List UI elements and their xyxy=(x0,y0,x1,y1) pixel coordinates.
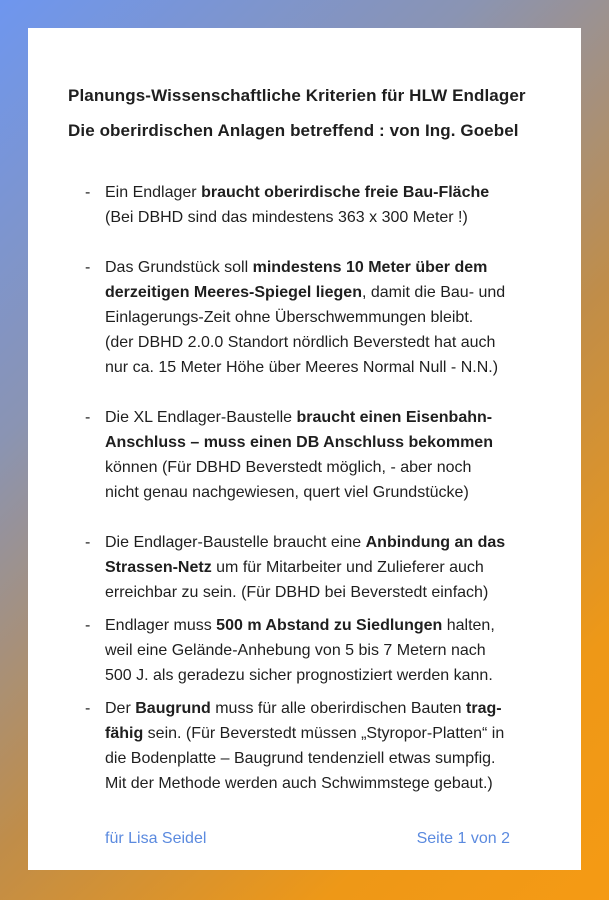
bullet-line xyxy=(85,746,545,771)
criteria-list xyxy=(85,180,545,796)
bullet-text: weil eine Gelände-Anhebung von 5 bis 7 Metern nach xyxy=(105,642,486,659)
bullet-text: Ein Endlager xyxy=(105,184,202,201)
bullet-marker: - xyxy=(85,700,91,717)
bullet-text: Einlagerungs-Zeit ohne Überschwemmungen bleibt. xyxy=(105,309,474,326)
bullet-item xyxy=(85,405,545,505)
bullet-text-bold: trag- xyxy=(466,700,502,717)
bullet-text: nur ca. 15 Meter Höhe über Meeres Normal Null - N.N.) xyxy=(105,359,499,376)
bullet-text: Der xyxy=(105,700,136,717)
bullet-marker: - xyxy=(85,259,91,276)
bullet-line xyxy=(85,771,545,796)
bullet-text-bold: Anbindung an das xyxy=(365,534,506,551)
footer-page-number: Seite 1 von 2 xyxy=(416,830,510,847)
bullet-text: muss für alle oberirdischen Bauten xyxy=(210,700,467,717)
document-title-line2: Die oberirdischen Anlagen betreffend : von Ing. Goebel xyxy=(68,121,519,140)
footer-dedication: für Lisa Seidel xyxy=(105,830,207,847)
bullet-text-bold: mindestens 10 Meter über dem xyxy=(252,259,488,276)
bullet-text: , damit die Bau- und xyxy=(361,284,506,301)
bullet-text: Die XL Endlager-Baustelle xyxy=(105,409,297,426)
bullet-line xyxy=(85,280,545,305)
bullet-text: sein. (Für Beverstedt müssen „Styropor-Platten“ in xyxy=(143,725,505,742)
bullet-text-bold: braucht einen Eisenbahn- xyxy=(296,409,493,426)
title-block xyxy=(68,78,545,148)
bullet-line xyxy=(85,355,545,380)
bullet-text-bold: Strassen-Netz xyxy=(105,559,212,576)
bullet-text-bold: derzeitigen Meeres-Spiegel liegen xyxy=(105,284,362,301)
bullet-text: können (Für DBHD Beverstedt möglich, - aber noch xyxy=(105,459,472,476)
bullet-text: 500 J. als geradezu sicher prognostiziert werden kann. xyxy=(105,667,493,684)
bullet-line xyxy=(85,696,545,721)
bullet-marker: - xyxy=(85,617,91,634)
bullet-text: (Bei DBHD sind das mindestens 363 x 300 Meter !) xyxy=(105,209,468,226)
bullet-text: Die Endlager-Baustelle braucht eine xyxy=(105,534,366,551)
bullet-item xyxy=(85,180,545,230)
bullet-text: erreichbar zu sein. (Für DBHD bei Beverstedt einfach) xyxy=(105,584,489,601)
bullet-line xyxy=(85,530,545,555)
bullet-line xyxy=(85,663,545,688)
bullet-line xyxy=(85,305,545,330)
bullet-text: (der DBHD 2.0.0 Standort nördlich Beverstedt hat auch xyxy=(105,334,496,351)
bullet-marker: - xyxy=(85,409,91,426)
bullet-line xyxy=(85,480,545,505)
bullet-line xyxy=(85,613,545,638)
bullet-line xyxy=(85,580,545,605)
bullet-item xyxy=(85,255,545,380)
document-title-line1: Planungs-Wissenschaftliche Kriterien für HLW Endlager xyxy=(68,86,526,105)
bullet-item xyxy=(85,613,545,688)
document-content xyxy=(28,28,581,796)
bullet-line xyxy=(85,405,545,430)
bullet-line xyxy=(85,555,545,580)
bullet-line xyxy=(85,180,545,205)
bullet-line xyxy=(85,330,545,355)
bullet-text-bold: Baugrund xyxy=(135,700,211,717)
bullet-text: die Bodenplatte – Baugrund tendenziell etwas sumpfig. xyxy=(105,750,496,767)
bullet-text-bold: braucht oberirdische freie Bau-Fläche xyxy=(201,184,490,201)
bullet-marker: - xyxy=(85,184,91,201)
bullet-text: nicht genau nachgewiesen, quert viel Grundstücke) xyxy=(105,484,469,501)
page-footer xyxy=(105,830,510,848)
bullet-text: Mit der Methode werden auch Schwimmstege gebaut.) xyxy=(105,775,493,792)
bullet-item xyxy=(85,530,545,605)
document-page xyxy=(28,28,581,870)
bullet-text-bold: Anschluss – muss einen DB Anschluss bekommen xyxy=(105,434,493,451)
bullet-line xyxy=(85,205,545,230)
bullet-text-bold: 500 m Abstand zu Siedlungen xyxy=(216,617,443,634)
bullet-text: Endlager muss xyxy=(105,617,217,634)
bullet-text: um für Mitarbeiter und Zulieferer auch xyxy=(211,559,484,576)
bullet-text: halten, xyxy=(442,617,495,634)
bullet-line xyxy=(85,721,545,746)
bullet-text-bold: fähig xyxy=(105,725,144,742)
bullet-text: Das Grundstück soll xyxy=(105,259,253,276)
bullet-marker: - xyxy=(85,534,91,551)
bullet-line xyxy=(85,455,545,480)
bullet-line xyxy=(85,430,545,455)
bullet-item xyxy=(85,696,545,796)
bullet-line xyxy=(85,638,545,663)
bullet-line xyxy=(85,255,545,280)
